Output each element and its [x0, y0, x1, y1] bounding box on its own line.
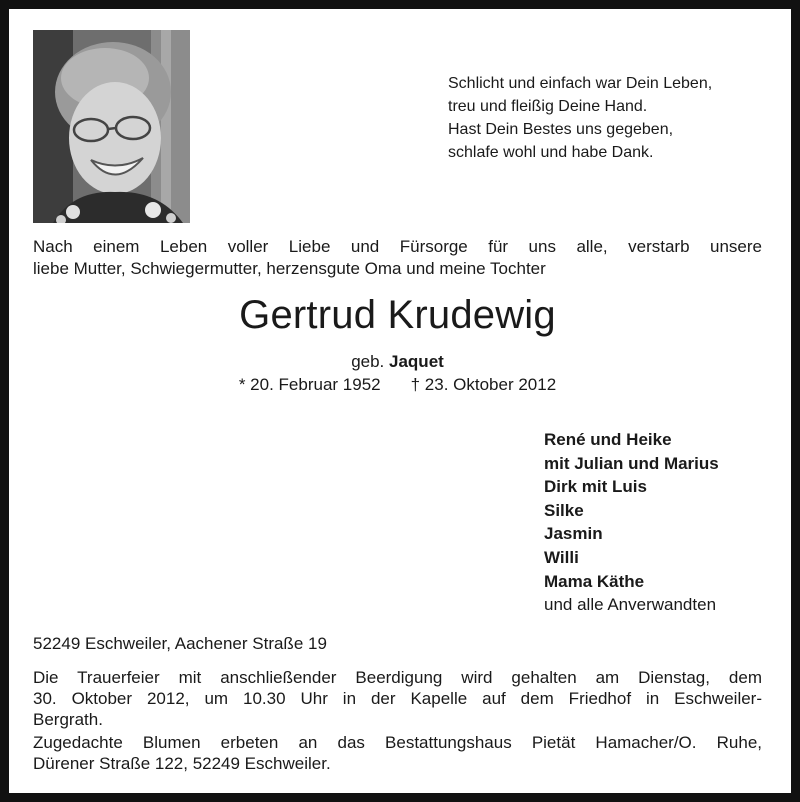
mourner-entry: Dirk mit Luis	[544, 477, 647, 497]
mourner-entry: Willi	[544, 547, 579, 567]
intro-text	[33, 236, 762, 280]
funeral-notice-line: Die Trauerfeier mit anschließender Beerdigung wird gehalten am Dienstag, dem	[33, 668, 762, 687]
mourner-entry: Silke	[544, 500, 584, 520]
birth-name-value: Jaquet	[389, 352, 444, 371]
birth-date: * 20. Februar 1952	[238, 375, 381, 394]
mourners-list	[544, 428, 719, 617]
life-dates	[33, 374, 762, 396]
poem-line: treu und fleißig Deine Hand.	[448, 98, 648, 115]
funeral-notice-line: Bergrath.	[33, 710, 103, 729]
poem-line: schlafe wohl und habe Dank.	[448, 144, 654, 161]
intro-line: liebe Mutter, Schwiegermutter, herzensgute Oma und meine Tochter	[33, 259, 546, 278]
portrait-photo-icon	[33, 30, 190, 223]
mourner-entry: René und Heike	[544, 430, 672, 449]
funeral-notice	[33, 667, 762, 730]
death-date: † 23. Oktober 2012	[410, 375, 557, 394]
mourner-entry: Mama Käthe	[544, 571, 645, 591]
deceased-name: Gertrud Krudewig	[239, 293, 556, 337]
birth-name-prefix: geb.	[351, 352, 385, 371]
mourner-entry: mit Julian und Marius	[544, 453, 719, 473]
poem-line: Schlicht und einfach war Dein Leben,	[448, 75, 713, 92]
family-address: 52249 Eschweiler, Aachener Straße 19	[33, 634, 327, 653]
intro-line: Nach einem Leben voller Liebe und Fürsorge für uns alle, verstarb unsere	[33, 237, 762, 256]
poem	[448, 72, 712, 164]
funeral-notice-line: 30. Oktober 2012, um 10.30 Uhr in der Kapelle auf dem Friedhof in Eschweiler-	[33, 689, 762, 708]
flowers-notice	[33, 732, 762, 774]
mourners-closing: und alle Anverwandten	[544, 595, 717, 615]
flowers-notice-line: Zugedachte Blumen erbeten an das Bestattungshaus Pietät Hamacher/O. Ruhe,	[33, 733, 762, 752]
poem-line: Hast Dein Bestes uns gegeben,	[448, 121, 674, 138]
flowers-notice-line: Dürener Straße 122, 52249 Eschweiler.	[33, 754, 331, 773]
mourner-entry: Jasmin	[544, 524, 603, 544]
birth-name	[33, 351, 762, 373]
